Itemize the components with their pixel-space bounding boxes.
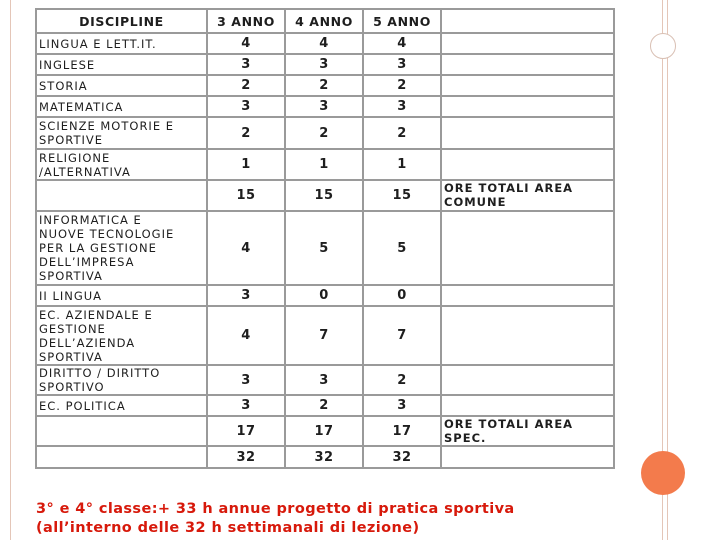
hours-year-4-cell: 32 xyxy=(285,446,363,468)
note-cell xyxy=(441,285,614,306)
hours-year-3-cell: 2 xyxy=(207,117,285,149)
note-cell xyxy=(441,75,614,96)
hours-year-5-cell: 2 xyxy=(363,365,441,395)
table-row xyxy=(36,446,614,468)
table-row xyxy=(36,75,614,96)
hours-year-5-cell: 0 xyxy=(363,285,441,306)
hours-year-5-cell: 1 xyxy=(363,149,441,180)
hours-year-4-cell: 4 xyxy=(285,33,363,54)
note-cell xyxy=(441,211,614,285)
hours-year-5-cell: 2 xyxy=(363,117,441,149)
table-row xyxy=(36,285,614,306)
subject-cell: RELIGIONE /ALTERNATIVA xyxy=(36,149,207,180)
header-discipline: DISCIPLINE xyxy=(36,9,207,33)
hours-year-5-cell: 5 xyxy=(363,211,441,285)
hours-year-4-cell: 0 xyxy=(285,285,363,306)
hours-year-3-cell: 4 xyxy=(207,306,285,365)
hours-year-3-cell: 3 xyxy=(207,395,285,416)
hours-year-5-cell: 15 xyxy=(363,180,441,211)
hours-year-5-cell: 7 xyxy=(363,306,441,365)
hours-year-4-cell: 3 xyxy=(285,54,363,75)
note-cell xyxy=(441,117,614,149)
note-cell xyxy=(441,33,614,54)
header-year-4: 4 ANNO xyxy=(285,9,363,33)
table-row xyxy=(36,416,614,446)
subject-cell: DIRITTO / DIRITTO SPORTIVO xyxy=(36,365,207,395)
note-cell xyxy=(441,54,614,75)
table-row xyxy=(36,33,614,54)
hours-year-3-cell: 4 xyxy=(207,33,285,54)
hours-year-5-cell: 32 xyxy=(363,446,441,468)
decorative-orange-circle xyxy=(641,451,685,495)
hours-year-4-cell: 17 xyxy=(285,416,363,446)
table-header-row xyxy=(36,9,614,33)
table-row xyxy=(36,306,614,365)
subject-cell: INGLESE xyxy=(36,54,207,75)
subject-cell xyxy=(36,416,207,446)
note-cell xyxy=(441,395,614,416)
note-cell xyxy=(441,365,614,395)
hours-year-3-cell: 17 xyxy=(207,416,285,446)
note-cell xyxy=(441,149,614,180)
subject-cell: EC. POLITICA xyxy=(36,395,207,416)
subject-cell: II LINGUA xyxy=(36,285,207,306)
hours-year-5-cell: 3 xyxy=(363,395,441,416)
subject-cell xyxy=(36,180,207,211)
hours-year-3-cell: 3 xyxy=(207,54,285,75)
table-row xyxy=(36,365,614,395)
hours-year-3-cell: 2 xyxy=(207,75,285,96)
subject-cell: EC. AZIENDALE E GESTIONE DELL’AZIENDA SPORTIVA xyxy=(36,306,207,365)
note-cell: ORE TOTALI AREA SPEC. xyxy=(441,416,614,446)
slide-border-left xyxy=(10,0,11,540)
hours-year-3-cell: 32 xyxy=(207,446,285,468)
subject-cell: MATEMATICA xyxy=(36,96,207,117)
curriculum-table-container xyxy=(35,8,613,465)
hours-year-3-cell: 15 xyxy=(207,180,285,211)
table-row xyxy=(36,211,614,285)
note-cell xyxy=(441,306,614,365)
hours-year-5-cell: 3 xyxy=(363,54,441,75)
table-row xyxy=(36,96,614,117)
hours-year-4-cell: 1 xyxy=(285,149,363,180)
decorative-ring xyxy=(650,33,676,59)
hours-year-4-cell: 7 xyxy=(285,306,363,365)
note-cell: ORE TOTALI AREA COMUNE xyxy=(441,180,614,211)
subject-cell: LINGUA E LETT.IT. xyxy=(36,33,207,54)
table-row xyxy=(36,54,614,75)
hours-year-5-cell: 4 xyxy=(363,33,441,54)
table-row xyxy=(36,180,614,211)
hours-year-4-cell: 15 xyxy=(285,180,363,211)
header-year-3: 3 ANNO xyxy=(207,9,285,33)
table-row xyxy=(36,395,614,416)
hours-year-5-cell: 17 xyxy=(363,416,441,446)
hours-year-4-cell: 2 xyxy=(285,117,363,149)
header-notes xyxy=(441,9,614,33)
curriculum-table xyxy=(35,8,615,469)
table-row xyxy=(36,149,614,180)
header-year-5: 5 ANNO xyxy=(363,9,441,33)
hours-year-3-cell: 4 xyxy=(207,211,285,285)
hours-year-3-cell: 3 xyxy=(207,96,285,117)
hours-year-4-cell: 3 xyxy=(285,96,363,117)
subject-cell xyxy=(36,446,207,468)
footnote-line-2: (all’interno delle 32 h settimanali di lezione) xyxy=(36,520,420,536)
table-row xyxy=(36,117,614,149)
subject-cell: STORIA xyxy=(36,75,207,96)
hours-year-4-cell: 2 xyxy=(285,395,363,416)
note-cell xyxy=(441,446,614,468)
hours-year-3-cell: 1 xyxy=(207,149,285,180)
hours-year-4-cell: 3 xyxy=(285,365,363,395)
hours-year-4-cell: 5 xyxy=(285,211,363,285)
note-cell xyxy=(441,96,614,117)
footnote-line-1: 3° e 4° classe:+ 33 h annue progetto di pratica sportiva xyxy=(36,501,515,517)
footnote xyxy=(36,500,676,538)
hours-year-5-cell: 2 xyxy=(363,75,441,96)
subject-cell: SCIENZE MOTORIE E SPORTIVE xyxy=(36,117,207,149)
subject-cell: INFORMATICA E NUOVE TECNOLOGIE PER LA GESTIONE DELL’IMPRESA SPORTIVA xyxy=(36,211,207,285)
hours-year-5-cell: 3 xyxy=(363,96,441,117)
hours-year-4-cell: 2 xyxy=(285,75,363,96)
hours-year-3-cell: 3 xyxy=(207,365,285,395)
table-body xyxy=(36,33,614,468)
hours-year-3-cell: 3 xyxy=(207,285,285,306)
